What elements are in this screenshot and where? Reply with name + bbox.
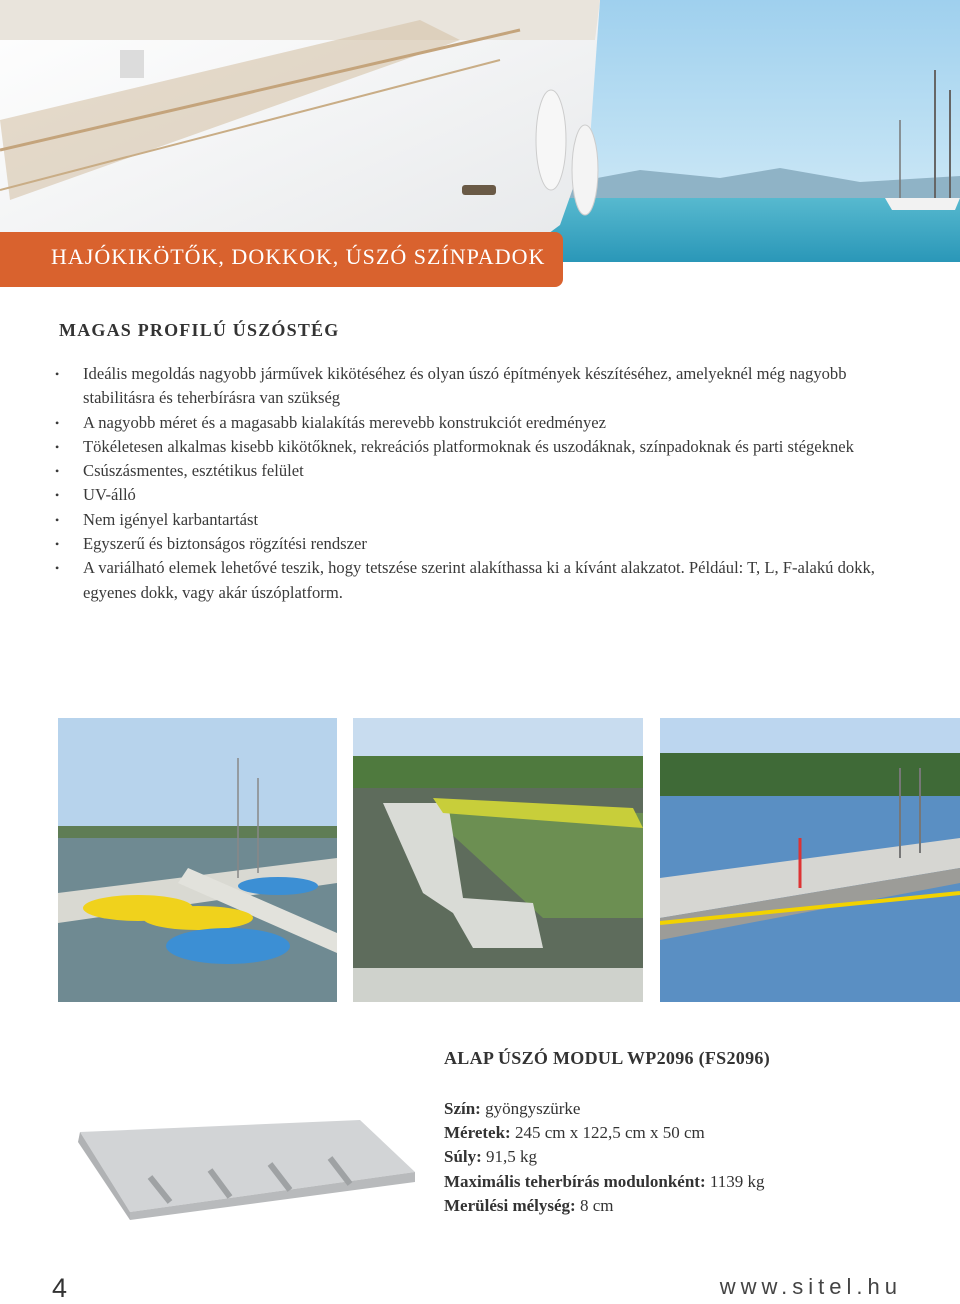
spec-value: 8 cm bbox=[579, 1195, 614, 1215]
module-title: ALAP ÚSZÓ MODUL WP2096 (FS2096) bbox=[444, 1048, 770, 1068]
website-link[interactable]: www.sitel.hu bbox=[719, 1274, 902, 1299]
module-specs bbox=[444, 1097, 764, 1218]
feature-item: • Ideális megoldás nagyobb járművek kikötéséhez és olyan úszó építmények készítéséhez, amelyeknél még nagyobb stabilitásra és teherbírásra van szükség bbox=[55, 362, 910, 411]
spec-row bbox=[444, 1121, 764, 1145]
spec-label: Maximális teherbírás modulonként: bbox=[444, 1171, 706, 1191]
spec-row bbox=[444, 1145, 764, 1169]
photo-pedal-boats bbox=[58, 718, 337, 1002]
spec-label: Súly: bbox=[444, 1147, 482, 1167]
spec-row bbox=[444, 1170, 764, 1194]
spec-label: Méretek: bbox=[444, 1123, 511, 1143]
feature-item: • Tökéletesen alkalmas kisebb kikötőknek, rekreációs platformoknak és uszodáknak, színpadoknak és parti stégeknek bbox=[55, 435, 910, 459]
section-title: MAGAS PROFILÚ ÚSZÓSTÉG bbox=[59, 320, 340, 340]
banner-title: HAJÓKIKÖTŐK, DOKKOK, ÚSZÓ SZÍNPADOK bbox=[51, 244, 546, 269]
spec-value: 1139 kg bbox=[709, 1171, 765, 1191]
photo-curved-dock bbox=[353, 718, 643, 1002]
spec-label: Szín: bbox=[444, 1099, 481, 1118]
hero-yacht-photo bbox=[0, 0, 960, 262]
spec-value: 91,5 kg bbox=[486, 1147, 538, 1167]
feature-item: • Csúszásmentes, esztétikus felület bbox=[55, 459, 910, 483]
page-number: 4 bbox=[52, 1273, 68, 1303]
feature-item: • Nem igényel karbantartást bbox=[55, 508, 910, 532]
feature-list bbox=[55, 362, 910, 605]
spec-value: gyöngyszürke bbox=[485, 1099, 581, 1118]
spec-row bbox=[444, 1194, 764, 1218]
feature-item: • UV-álló bbox=[55, 483, 910, 507]
feature-item: • A nagyobb méret és a magasabb kialakítás merevebb konstrukciót eredményez bbox=[55, 411, 910, 435]
floating-module-image bbox=[70, 1112, 420, 1222]
spec-label: Merülési mélység: bbox=[444, 1195, 576, 1215]
spec-row bbox=[444, 1097, 764, 1121]
photo-long-pier bbox=[660, 718, 960, 1002]
spec-value: 245 cm x 122,5 cm x 50 cm bbox=[514, 1123, 705, 1143]
feature-item: • A variálható elemek lehetővé teszik, hogy tetszése szerint alakíthassa ki a kívánt alakzatot. Például: T, L, F-alakú dokk, egyenes dokk, vagy akár úszóplatform. bbox=[55, 556, 910, 605]
feature-item: • Egyszerű és biztonságos rögzítési rendszer bbox=[55, 532, 910, 556]
